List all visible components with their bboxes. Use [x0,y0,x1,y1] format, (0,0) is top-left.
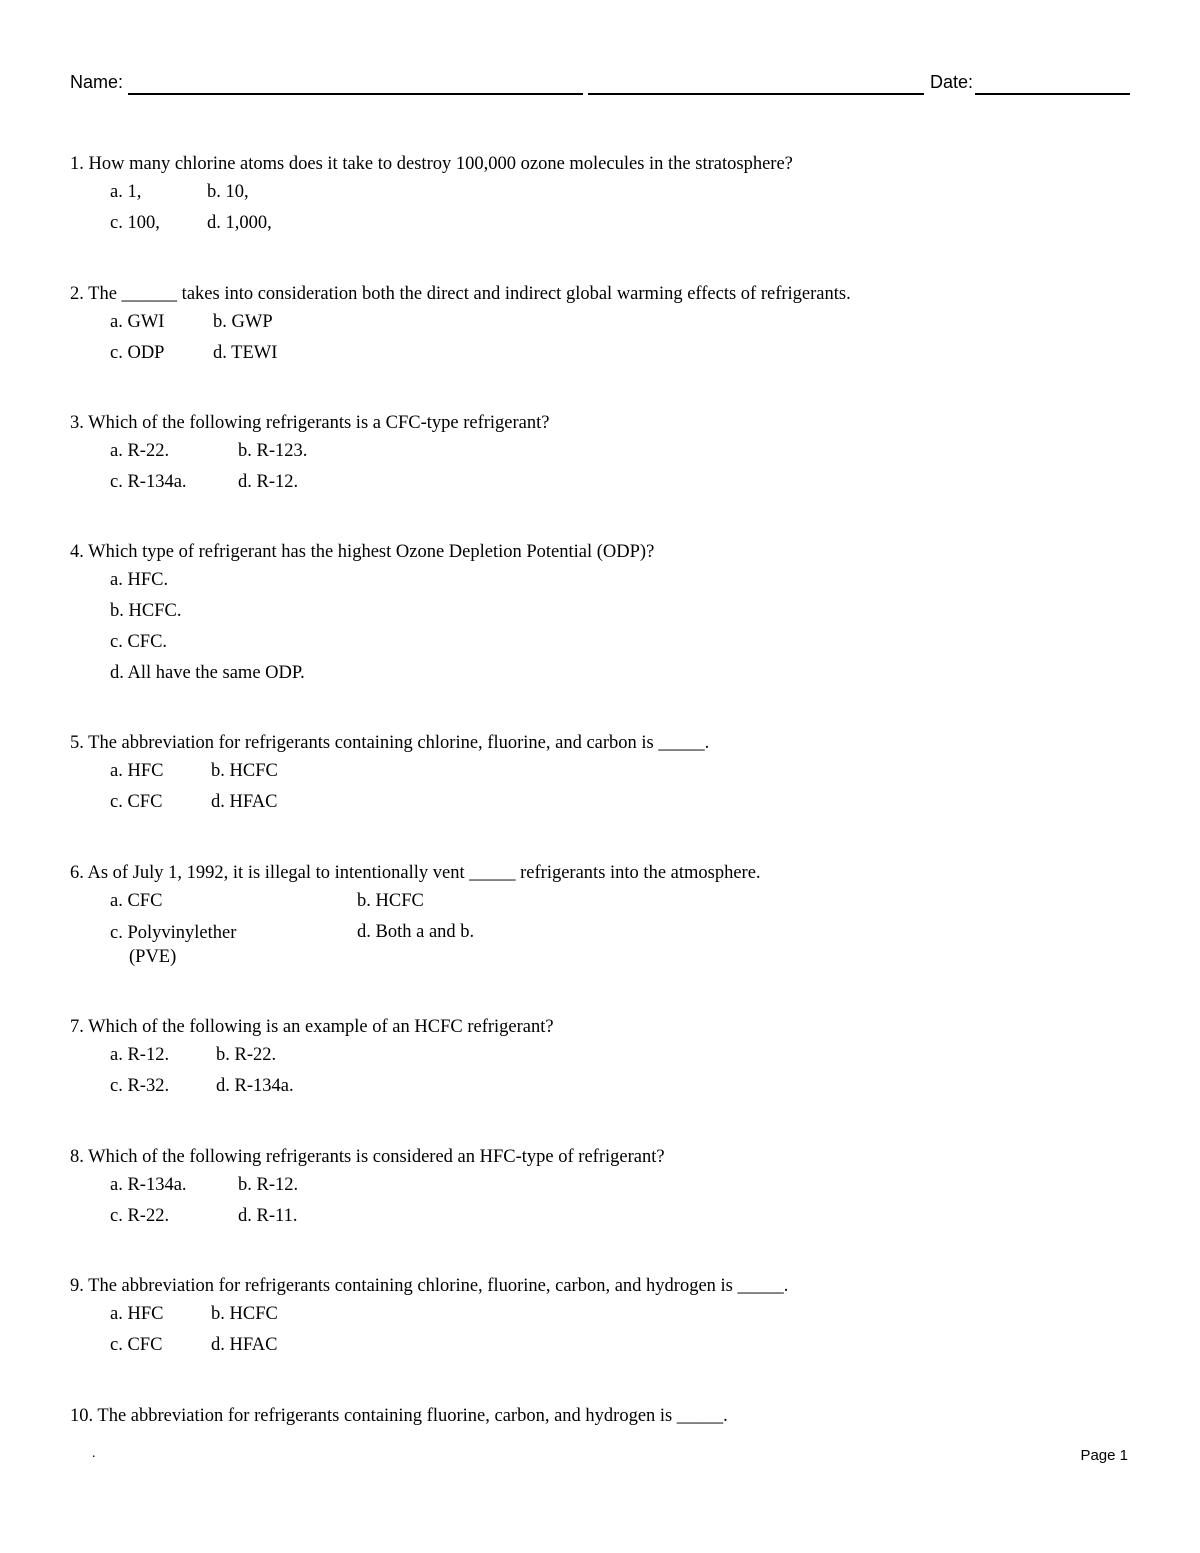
question-stem: 7. Which of the following is an example of an HCFC refrigerant? [70,1017,554,1037]
option-row [70,1040,554,1071]
option-b: b. HCFC [357,891,424,911]
option-row [70,208,793,239]
option-c: c. R-22. [110,1206,170,1226]
option-row [70,338,851,369]
question-4 [70,537,654,689]
option-row [70,565,654,596]
name-line [128,93,583,95]
option-c: c. R-134a. [110,472,187,492]
option-c: c. ODP [110,343,165,363]
question-7 [70,1012,554,1102]
option-c: c. R-32. [110,1076,170,1096]
option-row [70,756,709,787]
name-line-2 [588,93,924,95]
question-stem: 8. Which of the following refrigerants is considered an HFC-type of refrigerant? [70,1147,665,1167]
option-row [70,1330,788,1361]
option-d: d. TEWI [213,343,278,363]
option-row [70,177,793,208]
question-2 [70,279,851,369]
option-row [70,1170,665,1201]
option-a: a. HFC [110,1304,164,1324]
option-row [70,886,761,917]
option-c: c. CFC. [110,632,168,652]
option-row [70,787,709,818]
option-a: a. CFC [110,891,163,911]
question-stem: 4. Which type of refrigerant has the highest Ozone Depletion Potential (ODP)? [70,542,655,562]
question-stem: 9. The abbreviation for refrigerants containing chlorine, fluorine, carbon, and hydrogen is _____. [70,1276,789,1296]
option-b: b. R-123. [238,441,308,461]
option-row [70,917,761,969]
question-10 [70,1401,728,1429]
option-a: a. HFC. [110,570,169,590]
question-3 [70,408,549,498]
question-stem: 3. Which of the following refrigerants is a CFC-type refrigerant? [70,413,550,433]
option-d: d. R-134a. [216,1076,294,1096]
option-row [70,627,654,658]
name-label: Name: [70,72,124,92]
option-row [70,467,549,498]
worksheet-header [70,70,1130,96]
option-b: b. HCFC [211,761,278,781]
option-d: d. All have the same ODP. [110,663,305,683]
option-a: a. R-12. [110,1045,170,1065]
option-d: d. R-12. [238,472,299,492]
option-b: b. HCFC. [110,601,182,621]
option-b: b. HCFC [211,1304,278,1324]
option-c: c. 100, [110,213,160,233]
option-d: d. HFAC [211,792,278,812]
question-1 [70,149,793,239]
date-label: Date: [930,72,974,92]
option-row [70,658,654,689]
option-b: b. 10, [207,182,249,202]
option-row [70,1299,788,1330]
option-row [70,1201,665,1232]
option-c: c. CFC [110,1335,163,1355]
option-c-line-1: c. Polyvinylether [110,923,237,943]
option-b: b. GWP [213,312,273,332]
page-number: Page 1 [1080,1447,1128,1464]
option-d: d. R-11. [238,1206,298,1226]
option-row [70,436,549,467]
footer-mark: . [92,1446,96,1461]
option-a: a. GWI [110,312,165,332]
option-b: b. R-12. [238,1175,299,1195]
question-stem: 1. How many chlorine atoms does it take to destroy 100,000 ozone molecules in the stratosphere? [70,154,793,174]
question-6 [70,858,761,969]
option-row [70,307,851,338]
option-b: b. R-22. [216,1045,277,1065]
question-stem: 10. The abbreviation for refrigerants containing fluorine, carbon, and hydrogen is _____. [70,1406,728,1426]
option-row [70,596,654,627]
option-d: d. Both a and b. [357,922,475,942]
option-d: d. HFAC [211,1335,278,1355]
option-row [70,1071,554,1102]
option-c: c. CFC [110,792,163,812]
question-stem: 2. The ______ takes into consideration both the direct and indirect global warming effects of refrigerants. [70,284,851,304]
date-line [975,93,1130,95]
question-9 [70,1271,788,1361]
option-d: d. 1,000, [207,213,272,233]
option-a: a. R-22. [110,441,170,461]
option-c-line-2: (PVE) [129,947,177,967]
option-a: a. HFC [110,761,164,781]
option-a: a. 1, [110,182,142,202]
question-stem: 5. The abbreviation for refrigerants containing chlorine, fluorine, and carbon is _____. [70,733,710,753]
option-c [110,917,357,969]
option-a: a. R-134a. [110,1175,187,1195]
question-stem: 6. As of July 1, 1992, it is illegal to intentionally vent _____ refrigerants into the atmosphere. [70,863,761,883]
question-5 [70,728,709,818]
question-8 [70,1142,665,1232]
